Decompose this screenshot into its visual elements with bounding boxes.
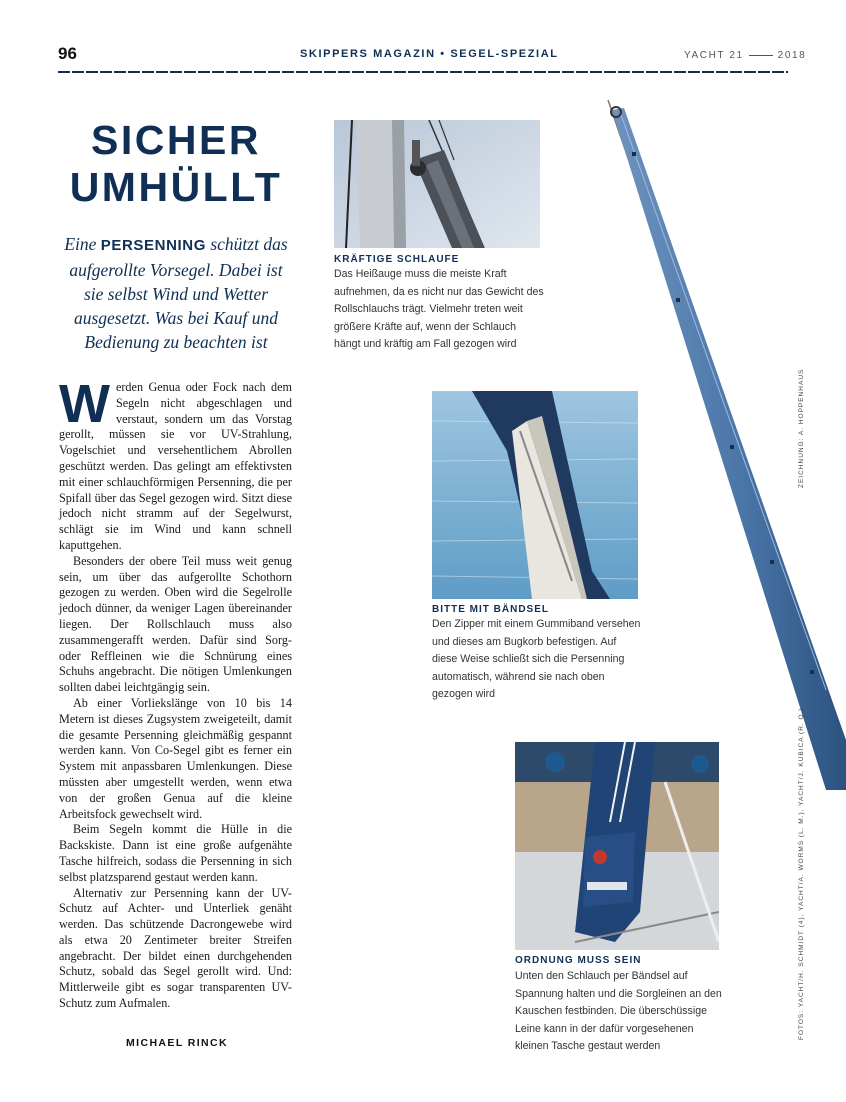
page-number: 96 (58, 44, 77, 63)
issue-year: 2018 (777, 50, 807, 61)
lead-keyword: PERSENNING (100, 237, 206, 254)
paragraph-1 (59, 374, 292, 554)
issue-label (684, 50, 806, 61)
credit-photos: FOTOS: YACHT/H. SCHMIDT (4), YACHT/A. WORMS (L. M.), YACHT/J. KUBICA (R. O.) (798, 707, 805, 1040)
paragraph-4: Beim Segeln kommt die Hülle in die Backskiste. Dann ist eine große aufgenähte Tasche hilfreich, sodass die Persenning in sich selbst platzsparend gestaut werden kann. (59, 822, 292, 884)
credit-drawing: ZEICHNUNG: A. HOPPENHAUS (798, 368, 805, 488)
running-head: SKIPPERS MAGAZIN • SEGEL-SPEZIAL (300, 48, 559, 60)
paragraph-2: Besonders der obere Teil muss weit genug sein, um über das aufgerollte Schothorn gezogen zu werden. Oben wird die Segelrolle jedoch dünner, da weniger Lagen übereinander liegen. Der Rollschlauch muss also zusammengerafft werden. Dafür sind Sorg- oder Reffleinen wie die Schnürung eines Schuhs angebracht. Die nötigen Umlenkungen sollten dabei leichtgängig sein. (59, 553, 292, 695)
paragraph-1-text: erden Genua oder Fock nach dem Segeln nicht abgeschlagen und verstaut, sondern um das Vorstag gerollt, müssen sie vor UV-Strahlung, Vogelschiet und versehentlichem Abrollen geschützt werden. Das gelingt am effektivsten mit einer schlauchförmigen Persenning, die per Spifall über das Segel gezogen wird. Sitzt diese jedoch nicht stramm auf der Segelwurst, schlägt sie im Wind und kann schnell kaputtgehen. (59, 380, 292, 552)
article-body (59, 374, 292, 1012)
sail-cover-illustration (600, 100, 846, 790)
author-byline: MICHAEL RINCK (126, 1037, 229, 1049)
caption-1-title: KRÄFTIGE SCHLAUFE (334, 254, 460, 265)
caption-2-text: Den Zipper mit einem Gummiband versehen und dieses am Bugkorb befestigen. Auf diese Weise schließt sich die Persenning automatisch, während sie nach oben gezogen wird (432, 618, 641, 701)
issue-rule (749, 55, 773, 56)
headline (58, 117, 294, 211)
header-divider (58, 70, 788, 74)
drop-cap: W (59, 374, 110, 434)
caption-3-text: Unten den Schlauch per Bändsel auf Spannung halten und die Sorgleinen an den Kauschen festbinden. Die überschüssige Leine kann in der dafür vorgesehenen kleinen Tasche gestaut werden (515, 970, 722, 1053)
caption-2-title: BITTE MIT BÄNDSEL (432, 604, 549, 615)
paragraph-5: Alternativ zur Persenning kann der UV-Schutz auf Achter- und Unterliek genäht werden. Das schützende Dacrongewebe wird als etwa 20 Zentimeter breiter Streifen angebracht. Der bildet einen durchgehenden Schutz, sobald das Segel gerollt wird. Und: Mittlerweile gibt es sogar transparenten UV-Schutz zum Aufmalen. (59, 885, 292, 1011)
headline-line-1: SICHER (91, 117, 261, 163)
issue-magazine: YACHT 21 (684, 50, 744, 61)
headline-line-2: UMHÜLLT (69, 164, 283, 210)
lead-prefix: Eine (64, 234, 97, 254)
paragraph-3: Ab einer Vorliekslänge von 10 bis 14 Metern ist dieses Zugsystem zweigeteilt, damit die gesamte Persenning gleichmäßig gespannt werden kann. Von Co-Segel gibt es ferner ein System mit anpassbaren Umlenkungen. Diese müssten aber umgestellt werden, wenn etwa von der großen Genua auf die kleine Arbeitsfock gewechselt wird. (59, 695, 292, 821)
lead-rest: schützt das aufgerollte Vorsegel. Dabei ist sie selbst Wind und Wetter ausgesetzt. Was bei Kauf und Bedienung zu beachten ist (69, 234, 288, 352)
caption-3-title: ORDNUNG MUSS SEIN (515, 955, 642, 966)
photo-sail-head (334, 120, 540, 248)
lead-text (62, 232, 290, 354)
caption-1-text: Das Heißauge muss die meiste Kraft aufnehmen, da es nicht nur das Gewicht des Rollschlauchs trägt. Vielmehr treten weit größere Kräfte auf, wenn der Schlauch hängt und kräftig am Fall gezogen wird (334, 268, 544, 351)
